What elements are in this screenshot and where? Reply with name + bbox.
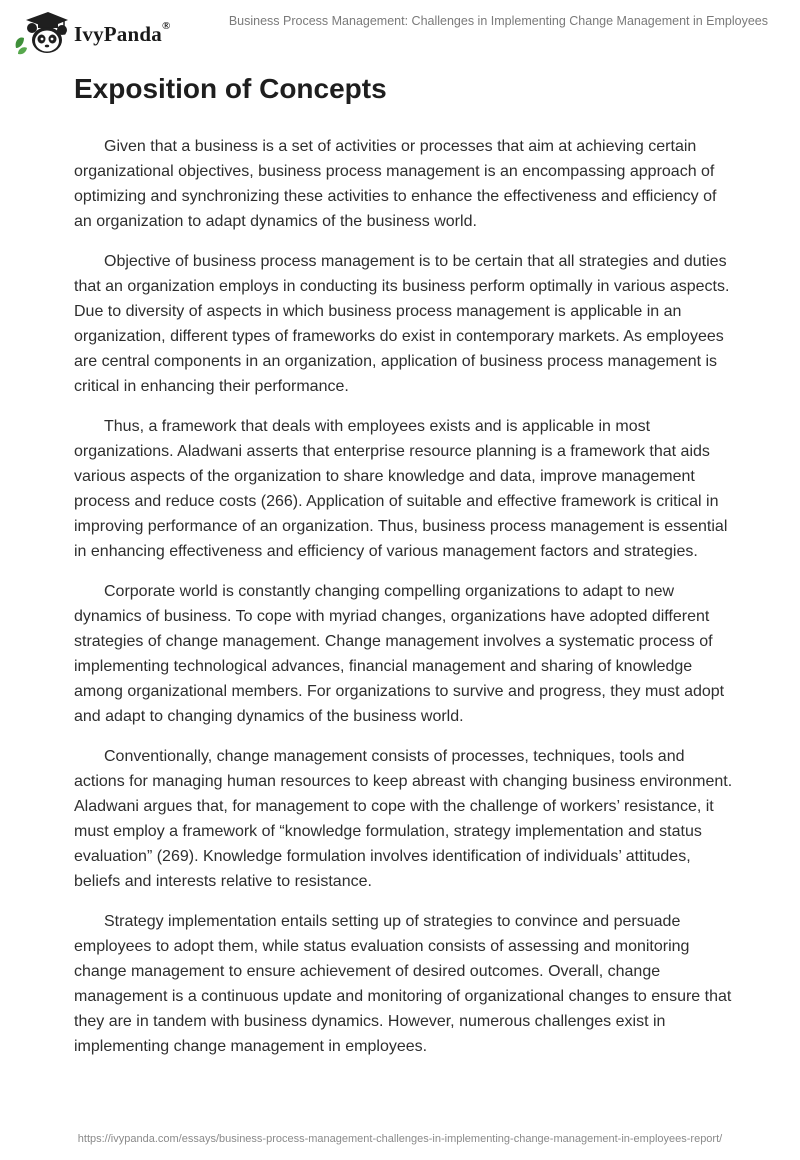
paragraph: Given that a business is a set of activities or processes that aim at achieving certain organizational objectives, business process management is an encompassing approach of optimizing and synchronizing these activities to enhance the effectiveness and efficiency of an organization to adapt dynamics of the business world. (74, 138, 717, 230)
paragraph: Strategy implementation entails setting up of strategies to convince and persuade employees to adopt them, while status evaluation consists of assessing and monitoring change management to ensure achievement of desired outcomes. Overall, change management is a continuous update and monitoring of organizational changes to ensure that they are in tandem with business dynamics. However, numerous challenges exist in implementing change management in employees. (74, 913, 732, 1055)
ivypanda-logo[interactable] (12, 8, 170, 56)
footer-url[interactable]: https://ivypanda.com/essays/business-process-management-challenges-in-implementing-change-management-in-employees-report/ (77, 1133, 723, 1145)
running-title: Business Process Management: Challenges in Implementing Change Management in Employees (228, 14, 768, 28)
paragraph: Corporate world is constantly changing compelling organizations to adapt to new dynamics of business. To cope with myriad changes, organizations have adopted different strategies of change management. Change management involves a systematic process of implementing technological advances, financial management and sharing of knowledge among organizational members. For organizations to survive and progress, they must adopt and adapt to changing dynamics of the business world. (74, 583, 725, 725)
section-heading: Exposition of Concepts (74, 73, 387, 104)
paragraph: Conventionally, change management consists of processes, techniques, tools and actions for managing human resources to keep abreast with changing business environment. Aladwani argues that, for management to cope with the challenge of workers’ resistance, it must employ a framework of “knowledge formulation, strategy implementation and status evaluation” (269). Knowledge formulation involves identification of individuals’ attitudes, beliefs and interests relative to resistance. (74, 748, 733, 890)
brand-name (74, 19, 171, 47)
page-header (0, 0, 800, 60)
brand-text: IvyPanda (74, 21, 162, 46)
paragraph: Objective of business process management is to be certain that all strategies and duties that an organization employs in conducting its business perform optimally in various aspects. Due to diversity of aspects in which business process management is applicable in an organization, different types of frameworks do exist in contemporary markets. As employees are central components in an organization, application of business process management is critical in enhancing their performance. (74, 253, 730, 395)
panda-graduate-icon (12, 8, 70, 56)
registered-mark: ® (161, 19, 171, 32)
article-body (74, 134, 734, 1074)
paragraph: Thus, a framework that deals with employees exists and is applicable in most organizations. Aladwani asserts that enterprise resource planning is a framework that aids various aspects of the organization to share knowledge and data, improve management process and reduce costs (266). Application of suitable and effective framework is critical in improving performance of an organization. Thus, business process management is essential in enhancing effectiveness and efficiency of various management factors and strategies. (74, 418, 728, 560)
